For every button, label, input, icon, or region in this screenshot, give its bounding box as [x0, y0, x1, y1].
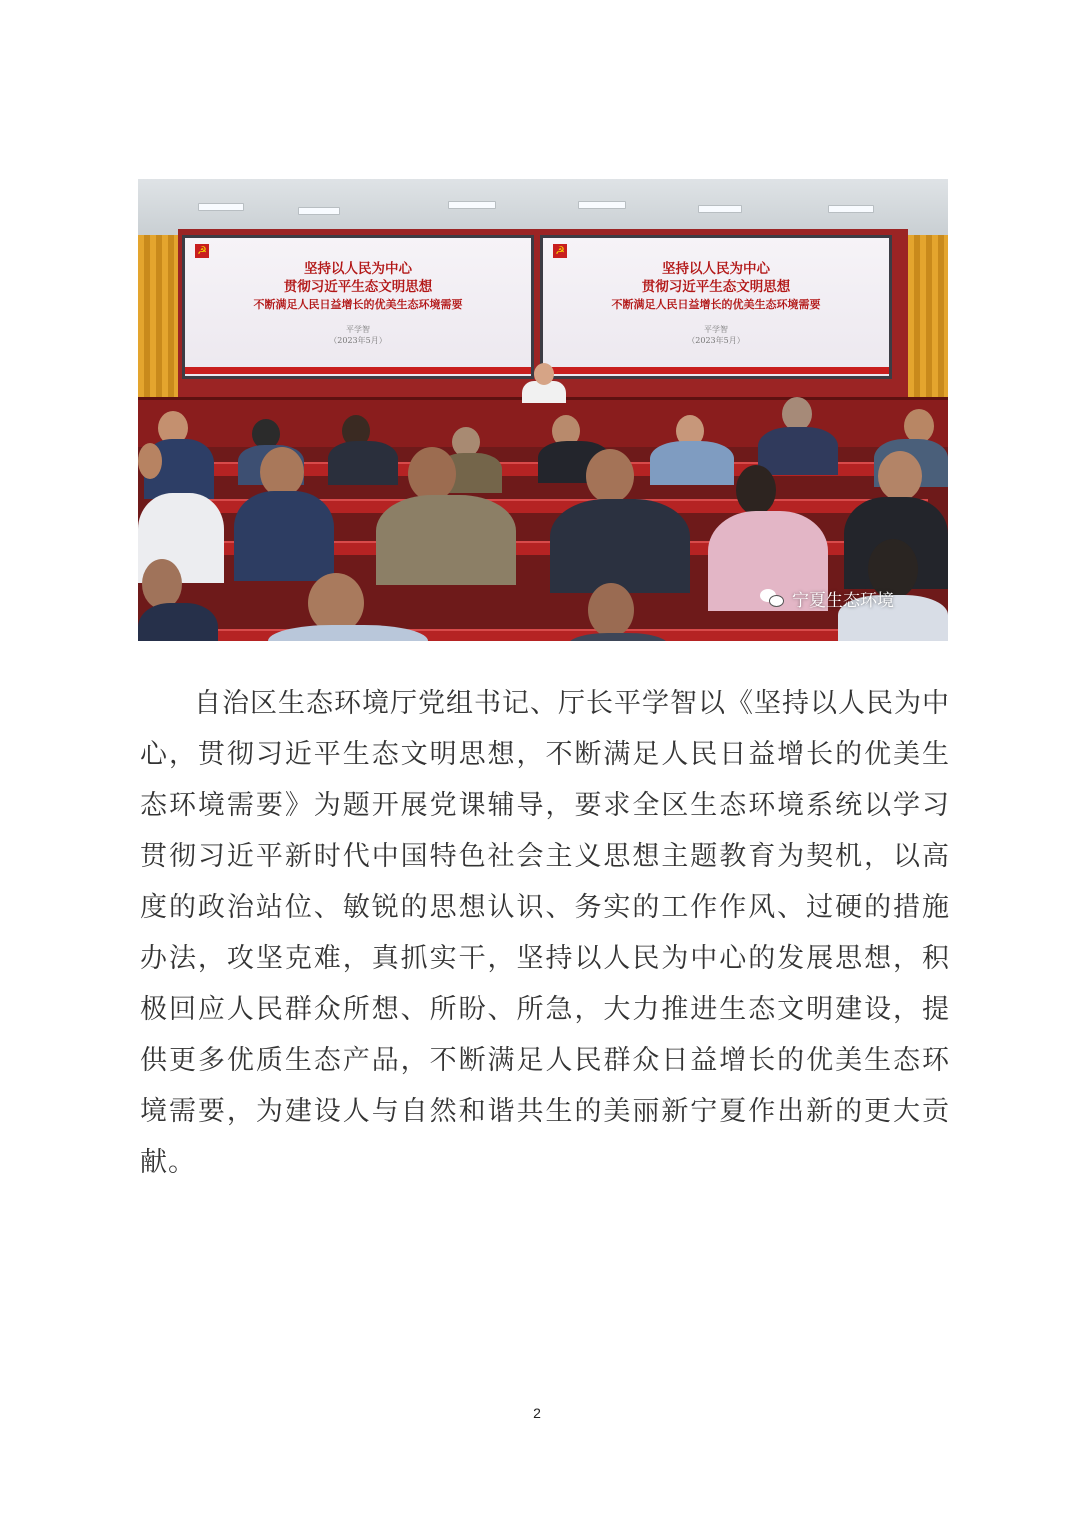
curtain-right: [908, 235, 948, 405]
party-emblem-icon: ☭: [553, 244, 567, 258]
body-paragraph: 自治区生态环境厅党组书记、厅长平学智以《坚持以人民为中心，贯彻习近平生态文明思想，不断满足人民日益增长的优美生态环境需要》为题开展党课辅导，要求全区生态环境系统以学习贯彻习近平新时代中国特色社会主义思想主题教育为契机，以高度的政治站位、敏锐的思想认识、务实的工作作风、过硬的措施办法，攻坚克难，真抓实干，坚持以人民为中心的发展思想，积极回应人民群众所想、所盼、所急，大力推进生态文明建设，提供更多优质生态产品，不断满足人民群众日益增长的优美生态环境需要，为建设人与自然和谐共生的美丽新宁夏作出新的更大贡献。: [140, 688, 950, 1178]
screen-title-line3: 不断满足人民日益增长的优美生态环境需要: [611, 298, 821, 311]
screen-title-line1: 坚持以人民为中心: [662, 261, 770, 277]
ceiling-light: [698, 205, 742, 213]
meeting-photo: [138, 179, 948, 641]
projection-screen-right: [540, 235, 892, 379]
watermark-text: 宁夏生态环境: [792, 591, 894, 611]
ceiling-light: [298, 207, 340, 215]
speaker-head: [534, 363, 554, 385]
screen-title-line2: 贯彻习近平生态文明思想: [641, 279, 791, 295]
screen-title-line1: 坚持以人民为中心: [304, 261, 412, 277]
screen-red-band: [543, 367, 889, 374]
wechat-icon: [760, 589, 786, 609]
screen-speaker: 平学智: [704, 325, 728, 334]
ceiling-light: [448, 201, 496, 209]
wechat-watermark: [760, 586, 894, 611]
ceiling: [138, 179, 948, 235]
party-emblem-icon: ☭: [195, 244, 209, 258]
page-number: 2: [533, 1405, 541, 1421]
screen-speaker: 平学智: [346, 325, 370, 334]
ceiling-light: [578, 201, 626, 209]
screen-date: （2023年5月）: [329, 336, 387, 345]
curtain-left: [138, 235, 178, 405]
projection-screen-left: [182, 235, 534, 379]
screen-red-band: [185, 367, 531, 374]
screen-title-line2: 贯彻习近平生态文明思想: [283, 279, 433, 295]
ceiling-light: [198, 203, 244, 211]
desk-row: [138, 629, 948, 641]
ceiling-light: [828, 205, 874, 213]
screen-date: （2023年5月）: [687, 336, 745, 345]
screen-title-line3: 不断满足人民日益增长的优美生态环境需要: [253, 298, 463, 311]
